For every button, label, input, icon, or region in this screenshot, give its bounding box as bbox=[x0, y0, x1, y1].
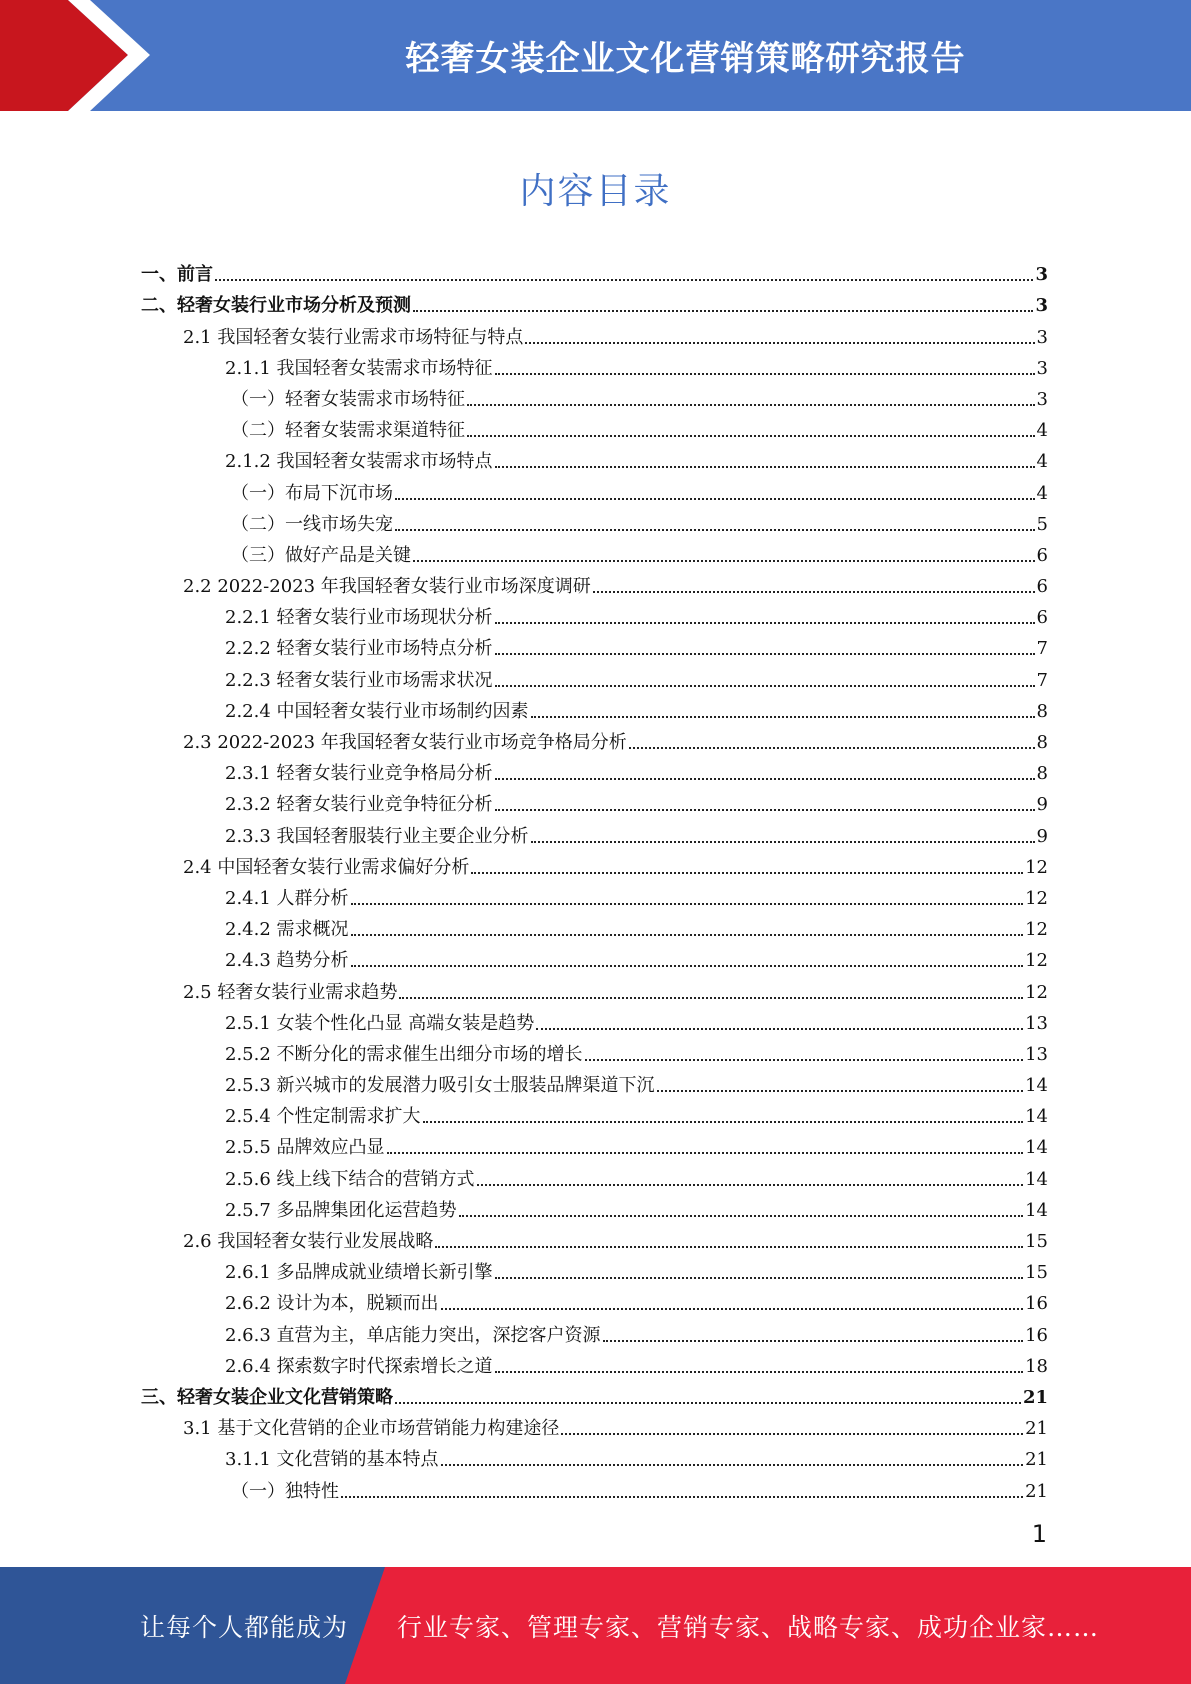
toc-entry[interactable] bbox=[141, 1066, 1048, 1097]
toc-entry-title: （二）轻奢女装需求渠道特征 bbox=[231, 420, 465, 442]
toc-entry-title: 2.1.2 我国轻奢女装需求市场特点 bbox=[225, 451, 493, 473]
toc-entry-title: （一）布局下沉市场 bbox=[231, 482, 393, 504]
toc-entry[interactable] bbox=[141, 629, 1048, 660]
toc-entry-title: 2.1.1 我国轻奢女装需求市场特征 bbox=[225, 357, 493, 379]
toc-entry-title: 2.5 轻奢女装行业需求趋势 bbox=[183, 981, 398, 1003]
toc-entry[interactable] bbox=[141, 1409, 1048, 1440]
toc-entry-page: 14 bbox=[1025, 1168, 1048, 1190]
toc-entry-page: 12 bbox=[1025, 950, 1048, 972]
toc-entry-page: 4 bbox=[1036, 482, 1048, 504]
toc-entry[interactable] bbox=[141, 910, 1048, 941]
toc-dot-leader bbox=[495, 1277, 1024, 1279]
toc-entry[interactable] bbox=[141, 286, 1048, 317]
toc-entry[interactable] bbox=[141, 816, 1048, 847]
toc-entry[interactable] bbox=[141, 1035, 1048, 1066]
toc-dot-leader bbox=[215, 279, 1033, 281]
toc-entry-page: 13 bbox=[1025, 1043, 1048, 1065]
toc-entry-page: 3 bbox=[1035, 264, 1048, 286]
toc-dot-leader bbox=[477, 1184, 1024, 1186]
toc-entry[interactable] bbox=[141, 1315, 1048, 1346]
toc-entry-title: 2.5.7 多品牌集团化运营趋势 bbox=[225, 1199, 457, 1221]
toc-entry[interactable] bbox=[141, 1284, 1048, 1315]
header-banner bbox=[0, 0, 1191, 111]
toc-dot-leader bbox=[531, 841, 1035, 843]
toc-entry[interactable] bbox=[141, 380, 1048, 411]
toc-entry-page: 12 bbox=[1025, 981, 1048, 1003]
toc-entry-page: 21 bbox=[1022, 1386, 1048, 1408]
toc-dot-leader bbox=[561, 1433, 1023, 1435]
toc-entry-title: 3.1 基于文化营销的企业市场营销能力构建途径 bbox=[183, 1418, 560, 1440]
toc-entry-page: 6 bbox=[1036, 576, 1048, 598]
toc-dot-leader bbox=[471, 872, 1023, 874]
toc-entry-title: 二、轻奢女装行业市场分析及预测 bbox=[141, 295, 411, 317]
toc-entry-page: 14 bbox=[1025, 1199, 1048, 1221]
toc-entry[interactable] bbox=[141, 255, 1048, 286]
toc-entry[interactable] bbox=[141, 1222, 1048, 1253]
toc-entry[interactable] bbox=[141, 692, 1048, 723]
toc-dot-leader bbox=[525, 342, 1034, 344]
toc-dot-leader bbox=[341, 1496, 1023, 1498]
toc-entry-page: 16 bbox=[1025, 1293, 1048, 1315]
toc-entry-title: 2.4 中国轻奢女装行业需求偏好分析 bbox=[183, 856, 470, 878]
toc-entry-title: 2.6.2 设计为本，脱颖而出 bbox=[225, 1293, 439, 1315]
toc-dot-leader bbox=[495, 685, 1035, 687]
toc-dot-leader bbox=[395, 1402, 1021, 1404]
document-title: 轻奢女装企业文化营销策略研究报告 bbox=[405, 39, 966, 79]
toc-entry-title: 三、轻奢女装企业文化营销策略 bbox=[141, 1386, 393, 1408]
toc-heading: 内容目录 bbox=[519, 171, 672, 212]
toc-entry-title: 2.5.6 线上线下结合的营销方式 bbox=[225, 1168, 475, 1190]
toc-dot-leader bbox=[495, 778, 1035, 780]
toc-entry-page: 6 bbox=[1036, 607, 1048, 629]
toc-entry[interactable] bbox=[141, 1097, 1048, 1128]
toc-entry-title: 3.1.1 文化营销的基本特点 bbox=[225, 1449, 439, 1471]
toc-dot-leader bbox=[495, 622, 1035, 624]
toc-entry-title: 2.3 2022-2023 年我国轻奢女装行业市场竞争格局分析 bbox=[183, 732, 627, 753]
toc-entry-page: 3 bbox=[1036, 326, 1048, 348]
toc-entry-title: 2.4.2 需求概况 bbox=[225, 919, 349, 941]
toc-entry-title: 2.5.5 品牌效应凸显 bbox=[225, 1137, 385, 1159]
toc-entry[interactable] bbox=[141, 848, 1048, 879]
toc-dot-leader bbox=[585, 1059, 1024, 1061]
toc-entry[interactable] bbox=[141, 754, 1048, 785]
toc-entry-title: 2.1 我国轻奢女装行业需求市场特征与特点 bbox=[183, 326, 524, 348]
toc-dot-leader bbox=[395, 529, 1035, 531]
toc-entry-page: 9 bbox=[1036, 794, 1048, 816]
toc-entry-page: 12 bbox=[1025, 856, 1048, 878]
toc-entry[interactable] bbox=[141, 349, 1048, 380]
toc-entry[interactable] bbox=[141, 723, 1048, 754]
toc-dot-leader bbox=[413, 560, 1035, 562]
toc-entry-title: 2.3.2 轻奢女装行业竞争特征分析 bbox=[225, 794, 493, 816]
toc-entry[interactable] bbox=[141, 567, 1048, 598]
toc-entry-title: 一、前言 bbox=[141, 264, 213, 286]
toc-entry-title: 2.3.3 我国轻奢服装行业主要企业分析 bbox=[225, 825, 529, 847]
toc-entry-title: 2.2.2 轻奢女装行业市场特点分析 bbox=[225, 638, 493, 660]
toc-entry-page: 4 bbox=[1036, 420, 1048, 442]
toc-dot-leader bbox=[459, 1215, 1024, 1217]
toc-entry-page: 18 bbox=[1025, 1355, 1048, 1377]
toc-dot-leader bbox=[593, 591, 1035, 593]
toc-dot-leader bbox=[351, 903, 1024, 905]
toc-entry-page: 3 bbox=[1036, 357, 1048, 379]
toc-entry-page: 5 bbox=[1036, 513, 1048, 535]
toc-dot-leader bbox=[441, 1308, 1024, 1310]
toc-dot-leader bbox=[495, 373, 1035, 375]
toc-entry-page: 16 bbox=[1025, 1324, 1048, 1346]
toc-entry[interactable] bbox=[141, 879, 1048, 910]
toc-dot-leader bbox=[395, 498, 1035, 500]
toc-entry-page: 3 bbox=[1036, 388, 1048, 410]
toc-dot-leader bbox=[387, 1152, 1024, 1154]
toc-entry-page: 12 bbox=[1025, 887, 1048, 909]
toc-dot-leader bbox=[423, 1121, 1024, 1123]
toc-entry[interactable] bbox=[141, 1471, 1048, 1502]
toc-entry[interactable] bbox=[141, 1004, 1048, 1035]
toc-dot-leader bbox=[531, 716, 1035, 718]
toc-entry-page: 3 bbox=[1035, 295, 1048, 317]
toc-entry-page: 15 bbox=[1025, 1262, 1048, 1284]
toc-entry[interactable] bbox=[141, 785, 1048, 816]
toc-entry-page: 14 bbox=[1025, 1137, 1048, 1159]
toc-entry-page: 12 bbox=[1025, 919, 1048, 941]
toc-entry-title: （一）轻奢女装需求市场特征 bbox=[231, 388, 465, 410]
toc-entry-page: 8 bbox=[1036, 700, 1048, 722]
toc-entry[interactable] bbox=[141, 442, 1048, 473]
toc-entry[interactable] bbox=[141, 1440, 1048, 1471]
toc-entry[interactable] bbox=[141, 1378, 1048, 1409]
toc-dot-leader bbox=[629, 747, 1035, 749]
toc-entry-title: 2.5.4 个性定制需求扩大 bbox=[225, 1106, 421, 1128]
toc-dot-leader bbox=[351, 965, 1024, 967]
toc-dot-leader bbox=[536, 1028, 1023, 1030]
toc-dot-leader bbox=[467, 404, 1035, 406]
toc-dot-leader bbox=[603, 1340, 1024, 1342]
toc-entry-page: 8 bbox=[1036, 763, 1048, 785]
toc-entry-title: 2.5.3 新兴城市的发展潜力吸引女士服装品牌渠道下沉 bbox=[225, 1075, 655, 1097]
toc-entry[interactable] bbox=[141, 536, 1048, 567]
toc-entry-title: 2.2.4 中国轻奢女装行业市场制约因素 bbox=[225, 700, 529, 722]
toc-entry-page: 8 bbox=[1036, 732, 1048, 753]
table-of-contents bbox=[141, 255, 1048, 1503]
toc-dot-leader bbox=[495, 653, 1035, 655]
toc-entry-title: （二）一线市场失宠 bbox=[231, 513, 393, 535]
toc-dot-leader bbox=[351, 934, 1024, 936]
toc-entry-title: 2.5.1 女装个性化凸显 高端女装是趋势 bbox=[225, 1012, 535, 1034]
toc-entry[interactable] bbox=[141, 317, 1048, 348]
toc-entry-page: 21 bbox=[1025, 1480, 1048, 1502]
toc-entry-page: 21 bbox=[1025, 1449, 1048, 1471]
toc-dot-leader bbox=[399, 997, 1023, 999]
toc-entry-title: 2.2 2022-2023 年我国轻奢女装行业市场深度调研 bbox=[183, 576, 591, 598]
toc-entry-title: 2.4.1 人群分析 bbox=[225, 887, 349, 909]
toc-entry-page: 7 bbox=[1036, 669, 1048, 691]
footer-banner bbox=[0, 1567, 1191, 1684]
toc-dot-leader bbox=[495, 1371, 1024, 1373]
toc-entry[interactable] bbox=[141, 1347, 1048, 1378]
footer-slogan-left: 让每个人都能成为 bbox=[140, 1612, 349, 1642]
toc-dot-leader bbox=[441, 1464, 1024, 1466]
toc-entry-page: 15 bbox=[1025, 1231, 1048, 1252]
toc-entry[interactable] bbox=[141, 1191, 1048, 1222]
toc-entry-page: 6 bbox=[1036, 544, 1048, 566]
toc-entry[interactable] bbox=[141, 411, 1048, 442]
toc-entry-title: 2.2.1 轻奢女装行业市场现状分析 bbox=[225, 607, 493, 629]
toc-dot-leader bbox=[495, 809, 1035, 811]
toc-entry[interactable] bbox=[141, 972, 1048, 1003]
toc-entry[interactable] bbox=[141, 598, 1048, 629]
toc-entry-page: 13 bbox=[1025, 1012, 1048, 1034]
toc-entry-title: （一）独特性 bbox=[231, 1480, 339, 1502]
toc-entry[interactable] bbox=[141, 1253, 1048, 1284]
footer-slogan-right: 行业专家、管理专家、营销专家、战略专家、成功企业家…… bbox=[397, 1612, 1100, 1642]
toc-dot-leader bbox=[495, 466, 1035, 468]
toc-entry-title: 2.3.1 轻奢女装行业竞争格局分析 bbox=[225, 763, 493, 785]
toc-entry-title: （三）做好产品是关键 bbox=[231, 544, 411, 566]
toc-entry-title: 2.6.4 探索数字时代探索增长之道 bbox=[225, 1355, 493, 1377]
toc-entry[interactable] bbox=[141, 505, 1048, 536]
toc-dot-leader bbox=[467, 435, 1035, 437]
toc-entry[interactable] bbox=[141, 1128, 1048, 1159]
toc-entry-page: 14 bbox=[1025, 1106, 1048, 1128]
toc-entry-title: 2.5.2 不断分化的需求催生出细分市场的增长 bbox=[225, 1043, 583, 1065]
toc-dot-leader bbox=[435, 1246, 1023, 1248]
toc-dot-leader bbox=[657, 1090, 1024, 1092]
toc-entry[interactable] bbox=[141, 473, 1048, 504]
toc-entry-page: 9 bbox=[1036, 825, 1048, 847]
toc-entry-title: 2.2.3 轻奢女装行业市场需求状况 bbox=[225, 669, 493, 691]
toc-entry-title: 2.6.3 直营为主，单店能力突出，深挖客户资源 bbox=[225, 1324, 601, 1346]
toc-entry[interactable] bbox=[141, 1159, 1048, 1190]
toc-entry[interactable] bbox=[141, 660, 1048, 691]
toc-entry[interactable] bbox=[141, 941, 1048, 972]
toc-entry-page: 21 bbox=[1025, 1418, 1048, 1440]
header-red-arrow bbox=[0, 0, 128, 111]
toc-entry-title: 2.4.3 趋势分析 bbox=[225, 950, 349, 972]
toc-entry-title: 2.6 我国轻奢女装行业发展战略 bbox=[183, 1231, 434, 1252]
toc-dot-leader bbox=[413, 310, 1033, 312]
page-number: 1 bbox=[1031, 1520, 1047, 1548]
toc-entry-page: 7 bbox=[1036, 638, 1048, 660]
toc-entry-page: 14 bbox=[1025, 1075, 1048, 1097]
toc-entry-page: 4 bbox=[1036, 451, 1048, 473]
toc-entry-title: 2.6.1 多品牌成就业绩增长新引擎 bbox=[225, 1262, 493, 1284]
